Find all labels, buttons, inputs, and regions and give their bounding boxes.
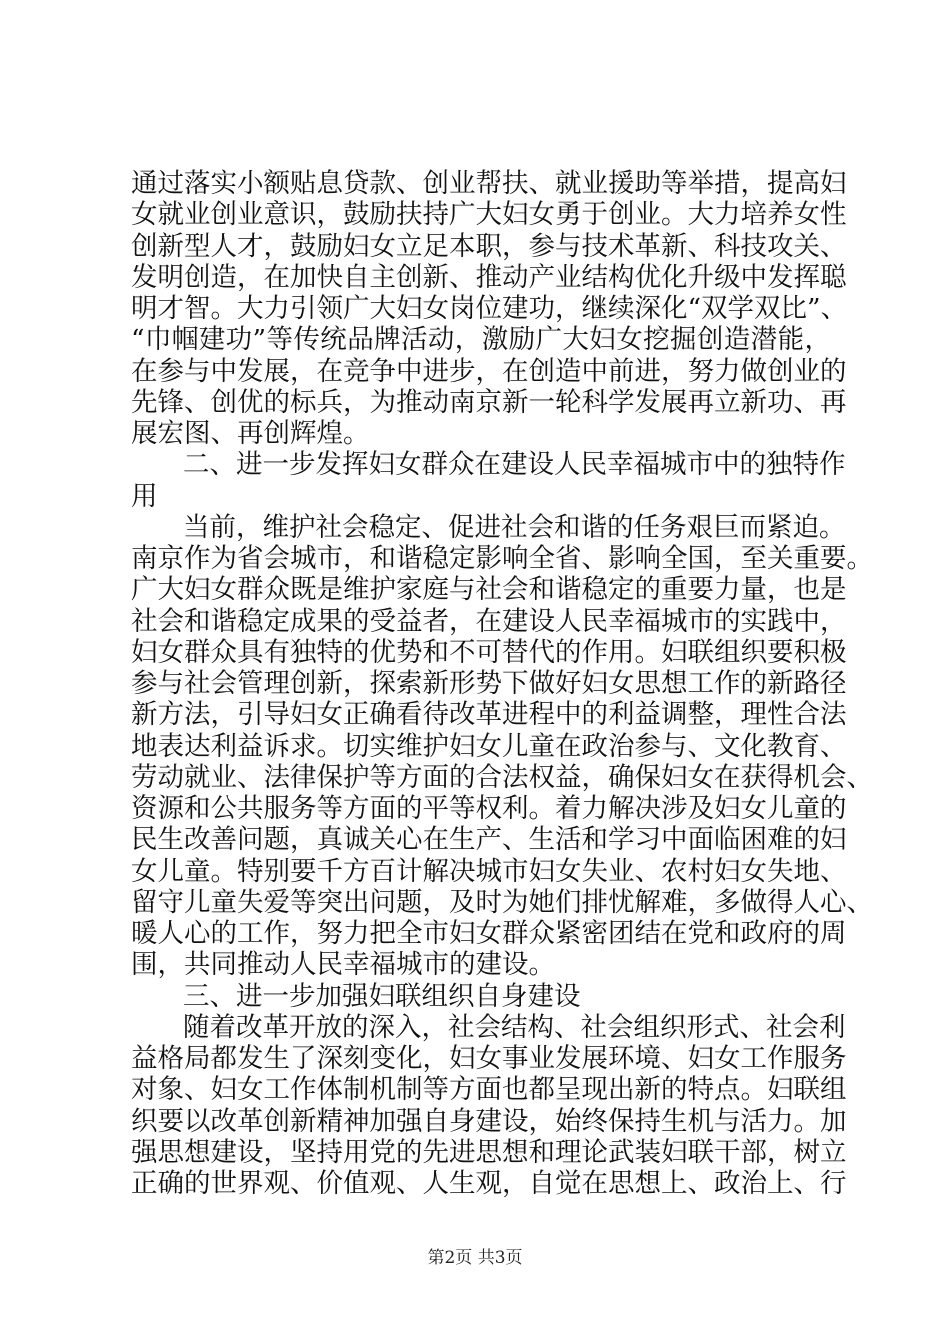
text-line: 展宏图、再创辉煌。 xyxy=(131,418,370,449)
text-line: 民生改善问题，真诚关心在生产、生活和学习中面临困难的妇 xyxy=(131,824,847,855)
text-line: 参与社会管理创新，探索新形势下做好妇女思想工作的新路径 xyxy=(131,668,847,699)
text-line: 广大妇女群众既是维护家庭与社会和谐稳定的重要力量，也是 xyxy=(131,574,847,605)
text-line: 女儿童。特别要千方百计解决城市妇女失业、农村妇女失地、 xyxy=(131,856,847,887)
section-heading-2-cont: 用 xyxy=(131,481,158,512)
text-line: 劳动就业、法律保护等方面的合法权益，确保妇女在获得机会、 xyxy=(131,762,873,793)
text-line: 资源和公共服务等方面的平等权利。着力解决涉及妇女儿童的 xyxy=(131,793,847,824)
text-line: 暖人心的工作，努力把全市妇女群众紧密团结在党和政府的周 xyxy=(131,918,847,949)
paragraph-first-line: 随着改革开放的深入，社会结构、社会组织形式、社会利 xyxy=(183,1012,846,1043)
text-line: 在参与中发展，在竞争中进步，在创造中前进，努力做创业的 xyxy=(131,356,847,387)
text-line: 社会和谐稳定成果的受益者，在建设人民幸福城市的实践中， xyxy=(131,606,847,637)
text-line: 女就业创业意识，鼓励扶持广大妇女勇于创业。大力培养女性 xyxy=(131,199,847,230)
text-line: 通过落实小额贴息贷款、创业帮扶、就业援助等举措，提高妇 xyxy=(131,168,847,199)
text-line: 留守儿童失爱等突出问题，及时为她们排忧解难，多做得人心、 xyxy=(131,887,873,918)
text-line: 正确的世界观、价值观、人生观，自觉在思想上、政治上、行 xyxy=(131,1168,847,1199)
section-heading-2: 二、进一步发挥妇女群众在建设人民幸福城市中的独特作 xyxy=(183,449,846,480)
text-line: 围，共同推动人民幸福城市的建设。 xyxy=(131,949,555,980)
text-line: 发明创造，在加快自主创新、推动产业结构优化升级中发挥聪 xyxy=(131,262,847,293)
text-line: 明才智。大力引领广大妇女岗位建功，继续深化“双学双比”、 xyxy=(131,293,848,324)
text-line: “巾帼建功”等传统品牌活动，激励广大妇女挖掘创造潜能， xyxy=(131,324,831,355)
text-line: 地表达利益诉求。切实维护妇女儿童在政治参与、文化教育、 xyxy=(131,731,847,762)
text-line: 创新型人才，鼓励妇女立足本职，参与技术革新、科技攻关、 xyxy=(131,231,847,262)
text-line: 强思想建设，坚持用党的先进思想和理论武装妇联干部，树立 xyxy=(131,1137,847,1168)
text-line: 新方法，引导妇女正确看待改革进程中的利益调整，理性合法 xyxy=(131,699,847,730)
text-line: 先锋、创优的标兵，为推动南京新一轮科学发展再立新功、再 xyxy=(131,387,847,418)
text-line: 织要以改革创新精神加强自身建设，始终保持生机与活力。加 xyxy=(131,1106,847,1137)
text-line: 对象、妇女工作体制机制等方面也都呈现出新的特点。妇联组 xyxy=(131,1074,847,1105)
section-heading-3: 三、进一步加强妇联组织自身建设 xyxy=(183,981,581,1012)
text-line: 益格局都发生了深刻变化，妇女事业发展环境、妇女工作服务 xyxy=(131,1043,847,1074)
paragraph-first-line: 当前，维护社会稳定、促进社会和谐的任务艰巨而紧迫。 xyxy=(183,512,846,543)
text-line: 南京作为省会城市，和谐稳定影响全省、影响全国，至关重要。 xyxy=(131,543,873,574)
text-line: 妇女群众具有独特的优势和不可替代的作用。妇联组织要积极 xyxy=(131,637,847,668)
page-footer: 第2页 共3页 xyxy=(427,1248,523,1268)
